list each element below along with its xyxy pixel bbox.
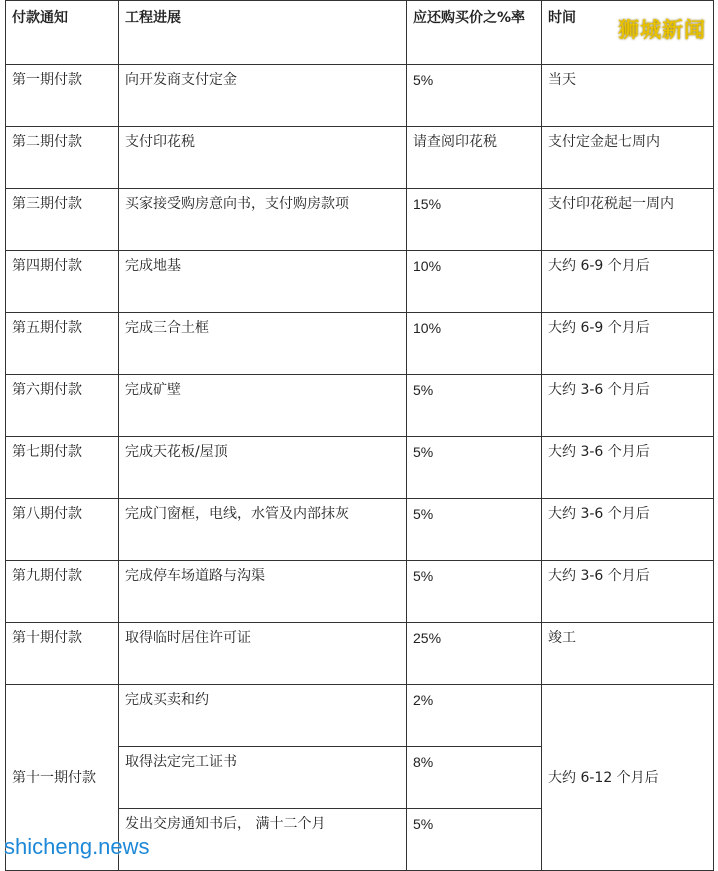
progress-cell: 完成买卖和约 [119, 685, 407, 747]
header-progress: 工程进展 [119, 1, 407, 65]
stage-cell: 第一期付款 [6, 65, 119, 127]
progress-cell: 完成门窗框，电线，水管及内部抹灰 [119, 499, 407, 561]
header-time: 时间 [542, 1, 714, 65]
rate-cell: 25% [407, 623, 542, 685]
rate-cell: 10% [407, 313, 542, 375]
time-cell: 大约 6-9 个月后 [542, 313, 714, 375]
rate-cell: 5% [407, 65, 542, 127]
stage-cell: 第十期付款 [6, 623, 119, 685]
stage-cell: 第六期付款 [6, 375, 119, 437]
stage-cell: 第三期付款 [6, 189, 119, 251]
time-cell: 大约 6-9 个月后 [542, 251, 714, 313]
time-cell: 大约 3-6 个月后 [542, 375, 714, 437]
table-row [6, 251, 714, 313]
rate-cell: 请查阅印花税 [407, 127, 542, 189]
stage-cell: 第五期付款 [6, 313, 119, 375]
progress-cell: 取得法定完工证书 [119, 747, 407, 809]
header-stage: 付款通知 [6, 1, 119, 65]
payment-schedule [5, 0, 713, 858]
progress-cell: 完成天花板/屋顶 [119, 437, 407, 499]
rate-cell: 5% [407, 375, 542, 437]
table-row [6, 561, 714, 623]
progress-cell: 取得临时居住许可证 [119, 623, 407, 685]
table-row [6, 375, 714, 437]
stage-cell: 第八期付款 [6, 499, 119, 561]
rate-cell: 8% [407, 747, 542, 809]
watermark-logo-bottom: shicheng.news [4, 834, 150, 859]
time-cell: 支付印花税起一周内 [542, 189, 714, 251]
table-row [6, 65, 714, 127]
progress-cell: 买家接受购房意向书，支付购房款项 [119, 189, 407, 251]
table-row [6, 437, 714, 499]
time-cell: 大约 6-12 个月后 [542, 685, 714, 871]
table-row [6, 313, 714, 375]
header-row [6, 1, 714, 65]
stage-cell: 第十一期付款 [6, 685, 119, 871]
progress-cell: 支付印花税 [119, 127, 407, 189]
progress-cell: 完成三合土框 [119, 313, 407, 375]
rate-cell: 5% [407, 809, 542, 871]
stage-cell: 第七期付款 [6, 437, 119, 499]
progress-cell: 完成矿壁 [119, 375, 407, 437]
table-row [6, 499, 714, 561]
stage-cell: 第四期付款 [6, 251, 119, 313]
progress-cell: 完成地基 [119, 251, 407, 313]
progress-cell: 向开发商支付定金 [119, 65, 407, 127]
time-cell: 大约 3-6 个月后 [542, 437, 714, 499]
table-row [6, 189, 714, 251]
time-cell: 大约 3-6 个月后 [542, 561, 714, 623]
rate-cell: 5% [407, 437, 542, 499]
time-cell: 当天 [542, 65, 714, 127]
watermark-logo-top: 狮城新闻 [618, 18, 706, 42]
time-cell: 竣工 [542, 623, 714, 685]
rate-cell: 5% [407, 499, 542, 561]
rate-cell: 10% [407, 251, 542, 313]
rate-cell: 15% [407, 189, 542, 251]
rate-cell: 2% [407, 685, 542, 747]
table-row [6, 127, 714, 189]
progress-cell: 发出交房通知书后， 满十二个月 [119, 809, 407, 871]
table-row [6, 623, 714, 685]
progress-cell: 完成停车场道路与沟渠 [119, 561, 407, 623]
stage-cell: 第二期付款 [6, 127, 119, 189]
time-cell: 支付定金起七周内 [542, 127, 714, 189]
stage-cell: 第九期付款 [6, 561, 119, 623]
rate-cell: 5% [407, 561, 542, 623]
time-cell: 大约 3-6 个月后 [542, 499, 714, 561]
payment-table [5, 0, 714, 871]
header-rate: 应还购买价之%率 [407, 1, 542, 65]
table-row [6, 685, 714, 747]
